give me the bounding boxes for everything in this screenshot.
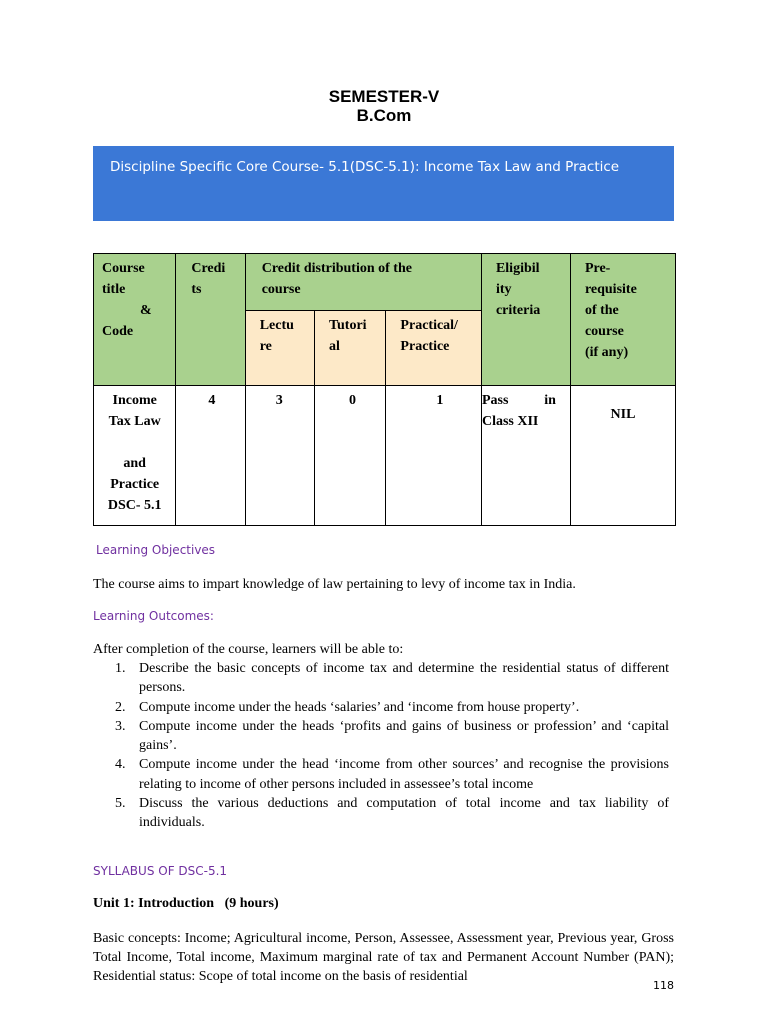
cell-tutorial: 0 <box>314 386 385 526</box>
page-number: 118 <box>653 979 674 992</box>
eligibility-line <box>482 390 556 411</box>
header-text: course <box>261 282 301 297</box>
list-number: 5. <box>115 796 126 812</box>
header-text: Practical/ <box>400 318 458 333</box>
list-number: 2. <box>115 699 126 715</box>
header-text: Credit distribution of the <box>261 261 412 276</box>
header-course-title <box>94 254 176 386</box>
header-prerequisite <box>570 254 675 386</box>
header-text: Code <box>102 324 134 339</box>
unit-1-title: Unit 1: Introduction (9 hours) <box>93 896 279 911</box>
header-credits <box>176 254 245 386</box>
header-text: Lectu <box>259 318 294 333</box>
cell-credits: 4 <box>176 386 245 526</box>
list-item <box>93 755 669 794</box>
cell-course-title <box>94 386 176 526</box>
cell-text: Class XII <box>481 414 539 429</box>
cell-text: Pass <box>481 393 509 408</box>
course-banner <box>93 146 674 221</box>
programme-title: B.Com <box>356 106 412 125</box>
syllabus-heading: SYLLABUS OF DSC-5.1 <box>93 864 228 878</box>
header-tutorial <box>314 311 385 386</box>
cell-lecture: 3 <box>245 386 314 526</box>
list-text: Compute income under the heads ‘profits and gains of business or profession’ and ‘capital gains’. <box>139 718 669 754</box>
semester-title: SEMESTER-V <box>328 87 440 106</box>
header-text: (if any) <box>584 345 629 360</box>
header-practical <box>386 311 482 386</box>
cell-eligibility <box>481 386 570 526</box>
header-text: al <box>328 339 340 354</box>
header-text: title <box>102 282 126 297</box>
header-text: ity <box>495 282 512 297</box>
header-text: Course <box>102 261 145 276</box>
header-text: requisite <box>584 282 637 297</box>
header-eligibility <box>481 254 570 386</box>
cell-text: Practice <box>110 477 160 492</box>
cell-text: Income <box>112 393 157 408</box>
cell-text <box>98 432 171 453</box>
header-text: Credi <box>191 261 226 276</box>
header-text: & <box>140 303 152 318</box>
learning-objectives-heading: Learning Objectives <box>96 543 216 557</box>
course-banner-title: Discipline Specific Core Course- 5.1(DSC-5.1): Income Tax Law and Practice <box>110 159 620 175</box>
list-item <box>93 698 669 717</box>
header-text: criteria <box>495 303 541 318</box>
header-text: Tutori <box>328 318 367 333</box>
header-text: Pre- <box>584 261 611 276</box>
page-header <box>0 87 768 125</box>
learning-outcomes-heading: Learning Outcomes: <box>93 609 214 623</box>
header-lecture <box>245 311 314 386</box>
list-text: Compute income under the head ‘income from other sources’ and recognise the provisions relating to income of other persons included in assessee’s total income <box>139 757 669 792</box>
learning-outcomes-list <box>93 659 669 833</box>
cell-text: Tax Law <box>108 414 161 429</box>
list-item <box>93 659 669 698</box>
list-number: 4. <box>115 757 126 773</box>
list-item <box>93 794 669 833</box>
learning-outcomes-intro: After completion of the course, learners will be able to: <box>93 642 404 657</box>
list-text: Discuss the various deductions and computation of total income and tax liability of individuals. <box>139 796 669 831</box>
learning-objectives-text: The course aims to impart knowledge of law pertaining to levy of income tax in India. <box>93 577 576 592</box>
list-number: 1. <box>115 661 126 676</box>
header-text: course <box>584 324 624 339</box>
header-credit-distribution <box>245 254 481 311</box>
cell-text: in <box>544 393 556 408</box>
list-number: 3. <box>115 718 126 734</box>
list-text: Compute income under the heads ‘salaries’ and ‘income from house property’. <box>139 699 580 715</box>
header-text: Practice <box>400 339 450 354</box>
list-text: Describe the basic concepts of income tax and determine the residential status of different persons. <box>139 661 669 696</box>
cell-prerequisite: NIL <box>570 386 675 526</box>
cell-text: and <box>123 456 146 471</box>
course-details-table <box>93 253 676 526</box>
list-item <box>93 717 669 756</box>
cell-practical: 1 <box>386 386 482 526</box>
header-text: ts <box>191 282 202 297</box>
header-text: re <box>259 339 272 354</box>
header-text: of the <box>584 303 619 318</box>
header-text: Eligibil <box>495 261 540 276</box>
cell-text: DSC- 5.1 <box>107 498 162 513</box>
unit-1-text: Basic concepts: Income; Agricultural income, Person, Assessee, Assessment year, Previous year, Gross Total Income, Total income, Maximum marginal rate of tax and Permanent Account Number (PAN); Residential status: Scope of total income on the basis of residential <box>93 931 674 984</box>
